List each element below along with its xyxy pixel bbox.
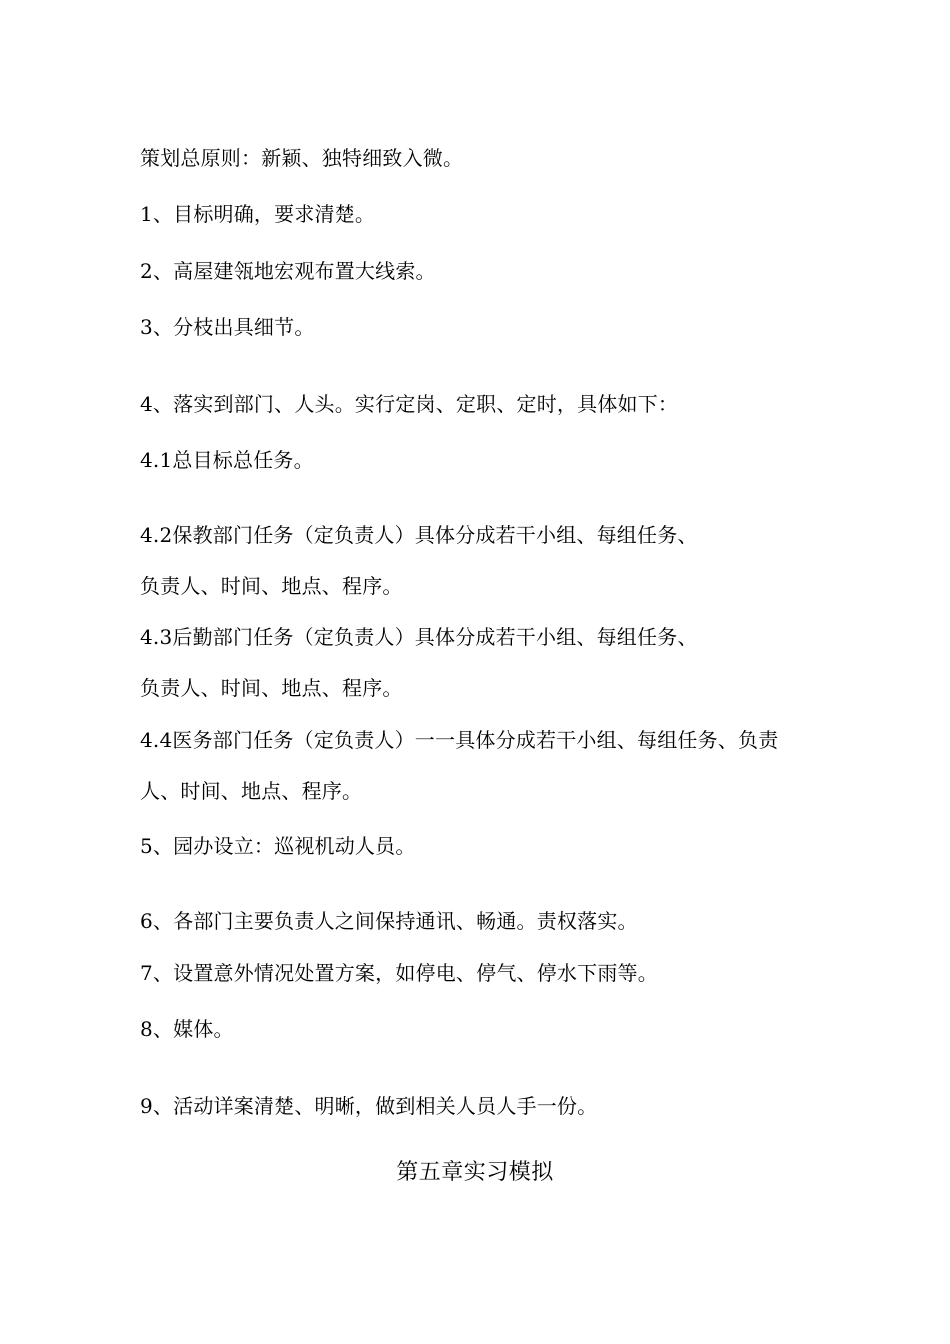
item-9: 9、活动详案清楚、明晰，做到相关人员人手一份。 [140,1094,598,1118]
item-4-2-continued: 负责人、时间、地点、程序。 [140,574,403,598]
item-4-4-continued: 人、时间、地点、程序。 [140,779,363,803]
item-7: 7、设置意外情况处置方案，如停电、停气、停水下雨等。 [140,961,658,985]
item-5: 5、园办设立：巡视机动人员。 [140,834,416,858]
item-1: 1、目标明确，要求清楚。 [140,202,376,226]
item-4-3: 4.3后勤部门任务（定负责人）具体分成若干小组、每组任务、 [140,625,698,649]
item-8: 8、媒体。 [140,1017,234,1041]
item-4-4: 4.4医务部门任务（定负责人）一一具体分成若干小组、每组任务、负责 [140,728,779,752]
item-3: 3、分枝出具细节。 [140,315,315,339]
item-4: 4、落实到部门、人头。实行定岗、定职、定时，具体如下： [140,392,679,416]
item-4-1: 4.1总目标总任务。 [140,448,314,472]
item-6: 6、各部门主要负责人之间保持通讯、畅通。责权落实。 [140,909,638,933]
item-4-2: 4.2保教部门任务（定负责人）具体分成若干小组、每组任务、 [140,523,698,547]
item-2: 2、高屋建瓴地宏观布置大线索。 [140,259,436,283]
principle-line: 策划总原则：新颖、独特细致入微。 [140,146,464,170]
item-4-3-continued: 负责人、时间、地点、程序。 [140,676,403,700]
chapter-title: 第五章实习模拟 [396,1160,554,1185]
